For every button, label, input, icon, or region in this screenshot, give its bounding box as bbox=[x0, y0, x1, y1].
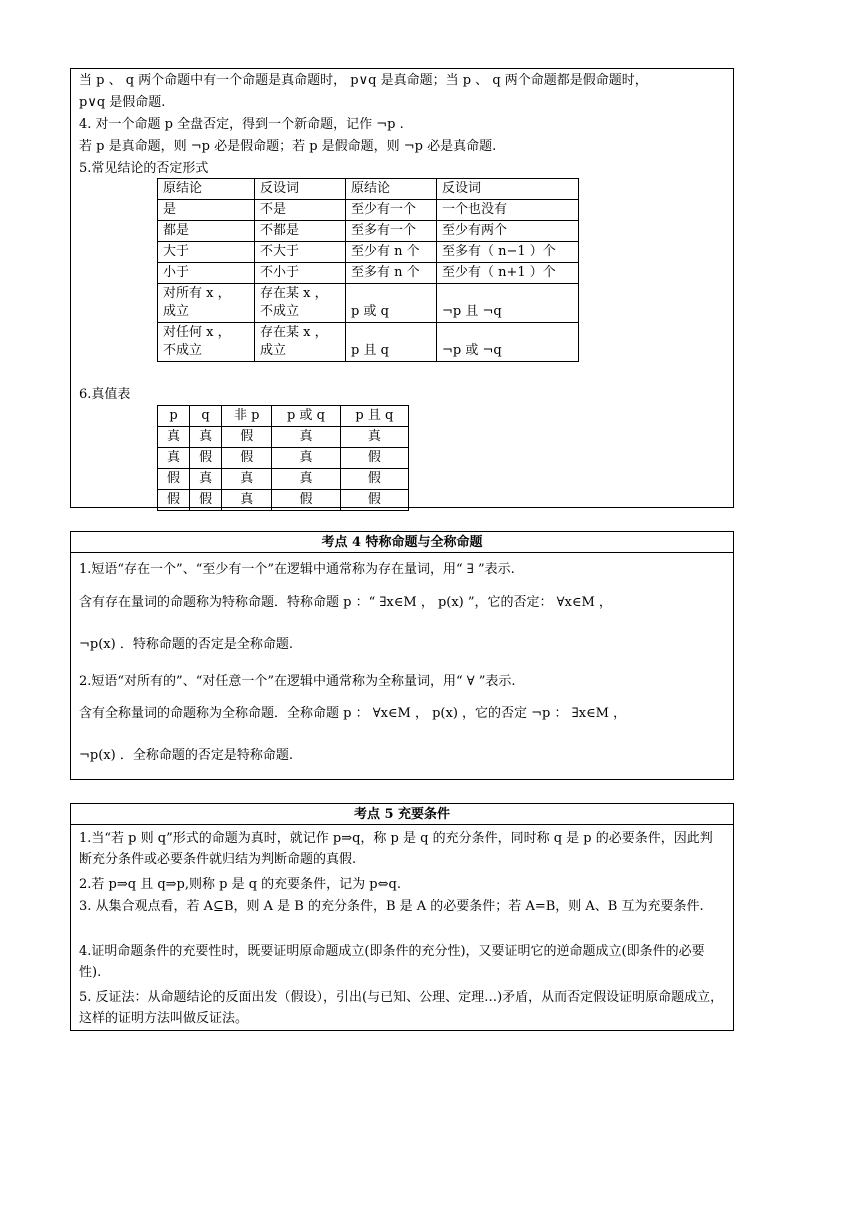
table-row bbox=[158, 490, 409, 511]
text-line: 4. 对一个命题 p 全盘否定，得到一个新命题，记作 ¬p . bbox=[79, 117, 404, 132]
table-cell: 真 bbox=[272, 427, 340, 448]
table-cell: 假 bbox=[272, 490, 340, 511]
text-line: ¬p(x) ．全称命题的否定是特称命题. bbox=[79, 748, 293, 763]
table-cell: 存在某 x ， 不成立 bbox=[255, 284, 346, 323]
table-cell: 假 bbox=[222, 427, 272, 448]
negation-table bbox=[157, 178, 579, 362]
table-cell: 假 bbox=[158, 469, 190, 490]
table-row bbox=[158, 469, 409, 490]
table-cell: 假 bbox=[340, 490, 408, 511]
table-cell: 至少有 n 个 bbox=[346, 242, 437, 263]
table-cell: 至多有 n 个 bbox=[346, 263, 437, 284]
text-line: 含有全称量词的命题称为全称命题．全称命题 p ： ∀x∈M ， p(x) ，它的否定 ¬p ： ∃x∈M ， bbox=[79, 706, 627, 721]
table-header-cell: 原结论 bbox=[346, 179, 437, 200]
table-cell: 至少有一个 bbox=[346, 200, 437, 221]
table-cell: 至少有两个 bbox=[437, 221, 579, 242]
table-cell: 至多有（ n−1 ）个 bbox=[437, 242, 579, 263]
table-header-cell: 反设词 bbox=[437, 179, 579, 200]
table-row bbox=[158, 448, 409, 469]
table-row bbox=[158, 242, 579, 263]
table-header-cell: p 且 q bbox=[340, 406, 408, 427]
table-row bbox=[158, 263, 579, 284]
table-cell: 存在某 x ， 成立 bbox=[255, 323, 346, 362]
table-cell: 不小于 bbox=[255, 263, 346, 284]
table-cell: 对所有 x ， 成立 bbox=[158, 284, 255, 323]
paragraph: 3. 从集合观点看，若 A⊆B，则 A 是 B 的充分条件，B 是 A 的必要条件；若 A=B，则 A、B 互为充要条件. bbox=[79, 899, 704, 914]
table-cell: 假 bbox=[158, 490, 190, 511]
table-cell: 真 bbox=[272, 469, 340, 490]
table-cell: 不是 bbox=[255, 200, 346, 221]
table-cell: 大于 bbox=[158, 242, 255, 263]
table-cell: 假 bbox=[340, 469, 408, 490]
table-row bbox=[158, 427, 409, 448]
text-line: 6.真值表 bbox=[79, 387, 131, 402]
text-line: ¬p(x) ．特称命题的否定是全称命题. bbox=[79, 637, 293, 652]
table-header-cell: p bbox=[158, 406, 190, 427]
section-title: 考点 5 充要条件 bbox=[71, 804, 733, 825]
text-line: 含有存在量词的命题称为特称命题．特称命题 p ：“ ∃x∈M ， p(x) ”，它的否定： ∀x∈M ， bbox=[79, 595, 612, 610]
section-title: 考点 4 特称命题与全称命题 bbox=[71, 532, 733, 553]
section-conditions bbox=[70, 803, 734, 1031]
table-cell: 真 bbox=[222, 490, 272, 511]
table-cell: 真 bbox=[158, 448, 190, 469]
table-cell: 不大于 bbox=[255, 242, 346, 263]
table-cell: 真 bbox=[190, 469, 222, 490]
table-cell: 至多有一个 bbox=[346, 221, 437, 242]
paragraph: 5. 反证法：从命题结论的反面出发（假设），引出(与已知、公理、定理…)矛盾，从而否定假设证明原命题成立，这样的证明方法叫做反证法。 bbox=[79, 990, 724, 1026]
table-row bbox=[158, 200, 579, 221]
table-header-row bbox=[158, 179, 579, 200]
table-cell: 小于 bbox=[158, 263, 255, 284]
paragraph: 1.当“若 p 则 q”形式的命题为真时，就记作 p⇒q，称 p 是 q 的充分条件，同时称 q 是 p 的必要条件，因此判断充分条件或必要条件就归结为判断命题的真假. bbox=[79, 831, 713, 867]
text-line: 当 p 、 q 两个命题中有一个命题是真命题时， p∨q 是真命题；当 p 、 q 两个命题都是假命题时， bbox=[79, 73, 648, 88]
table-cell: 一个也没有 bbox=[437, 200, 579, 221]
table-cell: 假 bbox=[190, 490, 222, 511]
text-line: 5.常见结论的否定形式 bbox=[79, 161, 209, 176]
table-header-cell: 非 p bbox=[222, 406, 272, 427]
table-cell: 都是 bbox=[158, 221, 255, 242]
table-cell: 真 bbox=[222, 469, 272, 490]
table-cell: 真 bbox=[158, 427, 190, 448]
table-cell: 是 bbox=[158, 200, 255, 221]
table-cell: 假 bbox=[340, 448, 408, 469]
text-line: 若 p 是真命题，则 ¬p 必是假命题；若 p 是假命题，则 ¬p 必是真命题. bbox=[79, 139, 497, 154]
table-cell: ¬p 且 ¬q bbox=[437, 284, 579, 323]
table-cell: 真 bbox=[190, 427, 222, 448]
table-row bbox=[158, 323, 579, 362]
table-cell: 至少有（ n+1 ）个 bbox=[437, 263, 579, 284]
section-logic-connectives bbox=[70, 68, 734, 508]
text-line: p∨q 是假命题. bbox=[79, 95, 166, 110]
table-cell: ¬p 或 ¬q bbox=[437, 323, 579, 362]
table-row bbox=[158, 221, 579, 242]
table-cell: 假 bbox=[222, 448, 272, 469]
paragraph: 4.证明命题条件的充要性时，既要证明原命题成立(即条件的充分性)，又要证明它的逆命题成立(即条件的必要性). bbox=[79, 944, 705, 980]
table-header-cell: 原结论 bbox=[158, 179, 255, 200]
table-cell: 不都是 bbox=[255, 221, 346, 242]
table-header-cell: q bbox=[190, 406, 222, 427]
paragraph: 2.若 p⇒q 且 q⇒p,则称 p 是 q 的充要条件，记为 p⇔q. bbox=[79, 877, 401, 892]
text-line: 2.短语“对所有的”、“对任意一个”在逻辑中通常称为全称量词，用“ ∀ ”表示. bbox=[79, 674, 516, 689]
table-cell: 假 bbox=[190, 448, 222, 469]
table-header-cell: p 或 q bbox=[272, 406, 340, 427]
table-row bbox=[158, 284, 579, 323]
text-line: 1.短语“存在一个”、“至少有一个”在逻辑中通常称为存在量词，用“ ∃ ”表示. bbox=[79, 562, 515, 577]
table-cell: 对任何 x ， 不成立 bbox=[158, 323, 255, 362]
table-header-row bbox=[158, 406, 409, 427]
section-quantifiers bbox=[70, 531, 734, 780]
truth-table bbox=[157, 405, 409, 511]
table-cell: p 或 q bbox=[346, 284, 437, 323]
table-cell: 真 bbox=[340, 427, 408, 448]
table-cell: p 且 q bbox=[346, 323, 437, 362]
table-cell: 真 bbox=[272, 448, 340, 469]
table-header-cell: 反设词 bbox=[255, 179, 346, 200]
